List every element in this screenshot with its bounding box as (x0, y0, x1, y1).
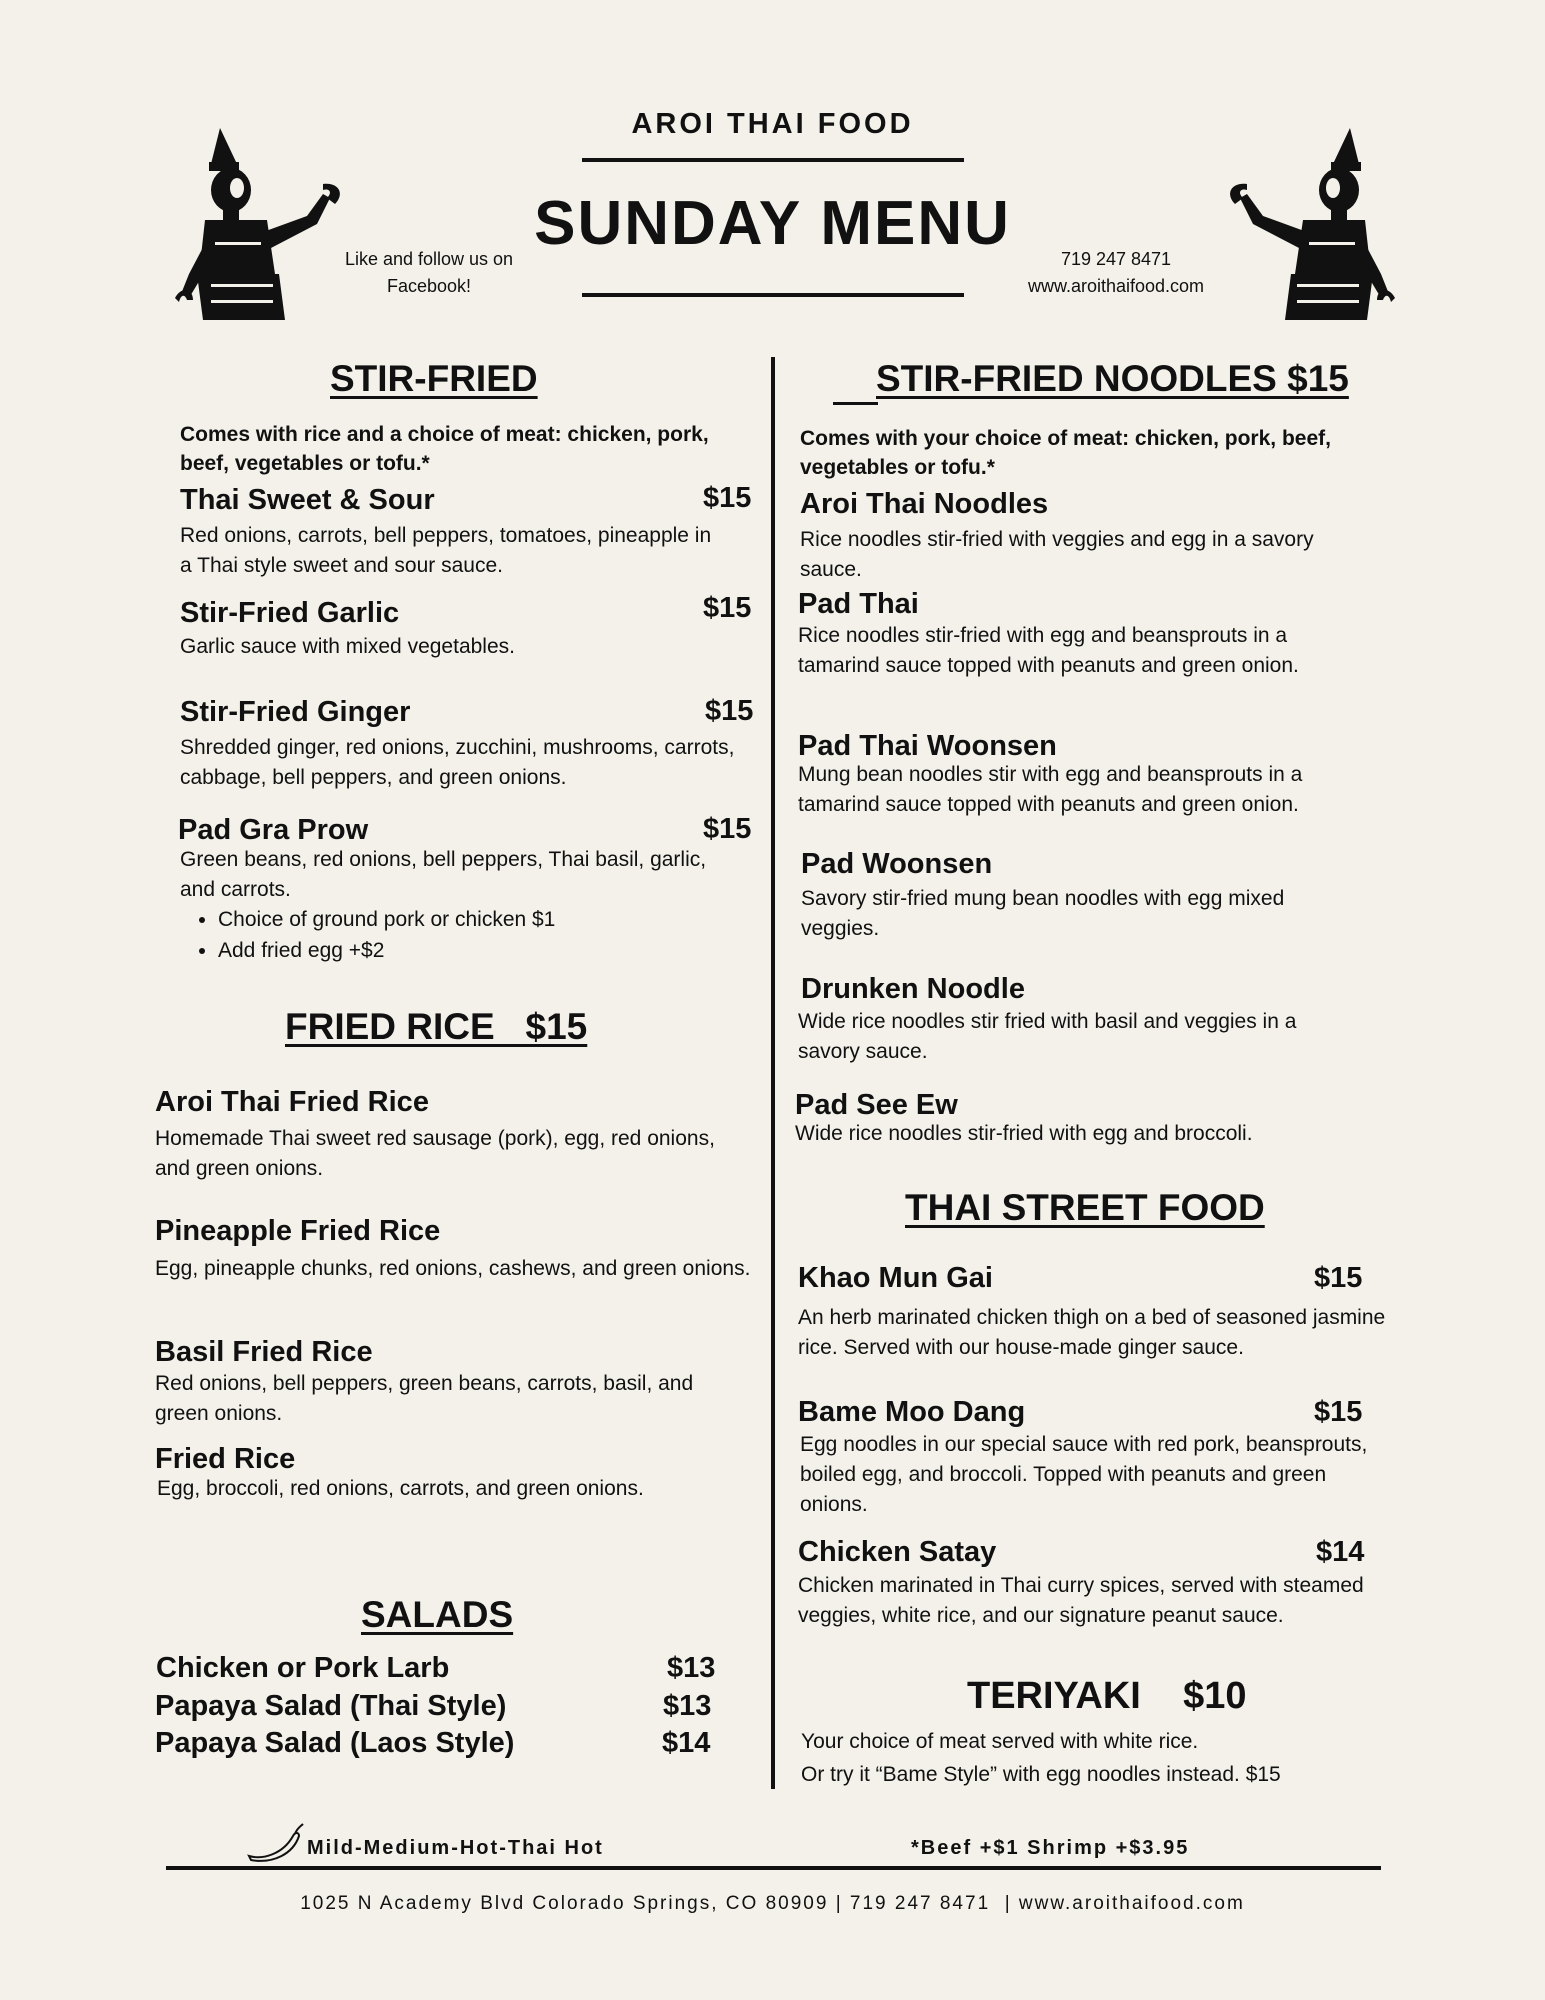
menu-item-name: Pad Thai Woonsen (798, 730, 1057, 762)
teriyaki-desc: Or try it “Bame Style” with egg noodles instead. $15 (801, 1763, 1281, 1786)
menu-item-price: $15 (703, 482, 752, 514)
option-item: • Choice of ground pork or chicken $1 (218, 904, 555, 935)
section-title-street-food: THAI STREET FOOD (905, 1187, 1265, 1228)
salad-item-name: Papaya Salad (Laos Style) (155, 1727, 515, 1759)
section-title-noodles: STIR-FRIED NOODLES $15 (876, 358, 1349, 399)
section-title-stir-fried: STIR-FRIED (330, 358, 538, 399)
menu-item-price: $15 (703, 813, 752, 845)
teriyaki-desc: Your choice of meat served with white rice. (801, 1730, 1199, 1753)
menu-item-desc: An herb marinated chicken thigh on a bed of seasoned jasmine rice. Served with our house-made ginger sauce. (798, 1306, 1386, 1359)
spice-levels: Mild-Medium-Hot-Thai Hot (307, 1837, 604, 1859)
chili-pepper-icon (245, 1822, 305, 1864)
menu-item-price: $15 (703, 592, 752, 624)
menu-item-desc: Mung bean noodles stir with egg and beansprouts in a tamarind sauce topped with peanuts and green onion. (798, 763, 1303, 816)
salad-item-price: $13 (663, 1690, 712, 1722)
footer-divider (166, 1866, 1381, 1870)
menu-item-name: Chicken Satay (798, 1536, 997, 1568)
menu-item-name: Pad Woonsen (801, 848, 993, 880)
menu-item-desc: Garlic sauce with mixed vegetables. (180, 635, 515, 658)
salad-item-name: Papaya Salad (Thai Style) (155, 1690, 507, 1722)
phone-number: 719 247 8471 (1060, 249, 1172, 269)
menu-item-price: $15 (1314, 1396, 1363, 1428)
menu-item-price: $15 (705, 695, 754, 727)
menu-item-price: $15 (1314, 1262, 1363, 1294)
menu-item-desc: Savory stir-fried mung bean noodles with egg mixed veggies. (801, 887, 1285, 940)
salad-item-price: $14 (662, 1727, 711, 1759)
menu-item-name: Stir-Fried Ginger (180, 696, 411, 728)
header-divider (582, 158, 964, 162)
restaurant-name: AROI THAI FOOD (631, 108, 914, 140)
menu-item-desc: Red onions, carrots, bell peppers, tomatoes, pineapple in a Thai style sweet and sour sauce. (180, 524, 712, 577)
menu-item-name: Fried Rice (155, 1443, 296, 1475)
menu-item-desc: Green beans, red onions, bell peppers, Thai basil, garlic, and carrots. (180, 848, 707, 901)
menu-item-desc: Wide rice noodles stir fried with basil and veggies in a savory sauce. (798, 1010, 1297, 1063)
option-item: • Add fried egg +$2 (218, 935, 555, 966)
social-note (318, 246, 540, 300)
website-link[interactable]: www.aroithaifood.com (1027, 276, 1205, 296)
menu-item-name: Pineapple Fried Rice (155, 1215, 441, 1247)
menu-item-name: Aroi Thai Noodles (800, 488, 1049, 520)
menu-item-desc: Homemade Thai sweet red sausage (pork), egg, red onions, and green onions. (155, 1127, 715, 1180)
section-intro: Comes with your choice of meat: chicken, pork, beef, vegetables or tofu.* (800, 427, 1331, 479)
column-divider (771, 357, 775, 1789)
social-line: Like and follow us on (344, 249, 514, 269)
section-title-salads: SALADS (361, 1594, 514, 1635)
address-line: 1025 N Academy Blvd Colorado Springs, CO 80909 | 719 247 8471 | www.aroithaifood.com (300, 1893, 1245, 1914)
menu-item-desc: Egg, broccoli, red onions, carrots, and green onions. (157, 1477, 644, 1500)
menu-item-desc: Shredded ginger, red onions, zucchini, mushrooms, carrots, cabbage, bell peppers, and green onions. (180, 736, 735, 789)
option-list (180, 904, 555, 966)
meat-upcharges: *Beef +$1 Shrimp +$3.95 (911, 1837, 1190, 1859)
header-divider (582, 293, 964, 297)
menu-item-name: Aroi Thai Fried Rice (155, 1086, 429, 1118)
menu-item-desc: Wide rice noodles stir-fried with egg and broccoli. (795, 1122, 1253, 1145)
menu-item-desc: Egg, pineapple chunks, red onions, cashews, and green onions. (155, 1257, 751, 1280)
section-title-fried-rice: FRIED RICE $15 (285, 1006, 588, 1047)
menu-item-name: Thai Sweet & Sour (180, 484, 435, 516)
menu-item-price: $14 (1316, 1536, 1365, 1568)
menu-item-desc: Chicken marinated in Thai curry spices, served with steamed veggies, white rice, and our signature peanut sauce. (798, 1574, 1364, 1627)
section-title-teriyaki: TERIYAKI $10 (967, 1675, 1247, 1717)
menu-item-name: Pad Thai (798, 588, 919, 620)
menu-item-name: Khao Mun Gai (798, 1262, 993, 1294)
menu-item-desc: Red onions, bell peppers, green beans, carrots, basil, and green onions. (155, 1372, 694, 1425)
menu-item-desc: Rice noodles stir-fried with egg and beansprouts in a tamarind sauce topped with peanuts and green onion. (798, 624, 1299, 677)
menu-item-name: Drunken Noodle (801, 973, 1025, 1005)
menu-item-name: Stir-Fried Garlic (180, 597, 400, 629)
section-underline (833, 402, 878, 405)
section-intro: Comes with rice and a choice of meat: chicken, pork, beef, vegetables or tofu.* (180, 423, 709, 475)
social-line: Facebook! (386, 276, 472, 296)
menu-item-name: Pad See Ew (795, 1089, 958, 1121)
salad-item-name: Chicken or Pork Larb (156, 1652, 450, 1684)
menu-item-name: Basil Fried Rice (155, 1336, 373, 1368)
menu-item-desc: Rice noodles stir-fried with veggies and egg in a savory sauce. (800, 528, 1314, 581)
menu-title: SUNDAY MENU (534, 189, 1011, 258)
salad-item-price: $13 (667, 1652, 716, 1684)
menu-item-name: Pad Gra Prow (178, 814, 369, 846)
menu-item-name: Bame Moo Dang (798, 1396, 1026, 1428)
menu-item-desc: Egg noodles in our special sauce with red pork, beansprouts, boiled egg, and broccoli. Topped with peanuts and green onions. (800, 1433, 1368, 1516)
contact-info (990, 246, 1242, 300)
